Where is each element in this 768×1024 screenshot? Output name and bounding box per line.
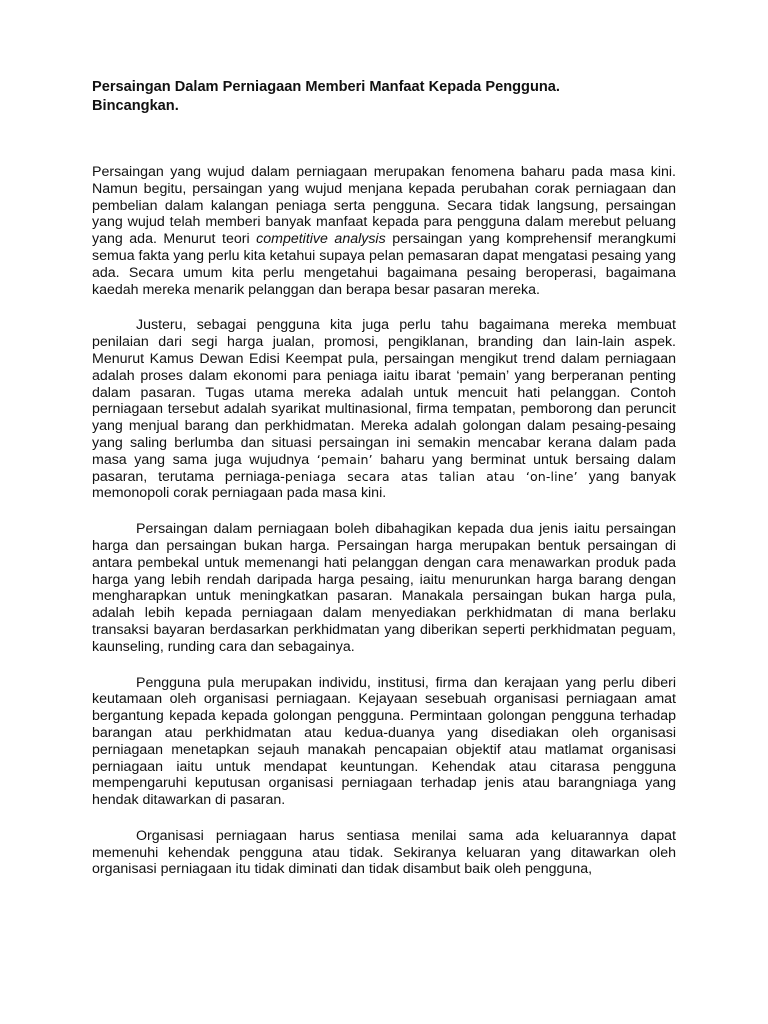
- document-title: [92, 78, 676, 116]
- paragraph-1-text-b: persaingan yang komprehensif merangkumi semua fakta yang perlu kita ketahui supaya pelan pemasaran dapat mengatasi pesaing yang ada. Secara umum kita perlu mengetahui bagaimana pesaing beroperasi, bagaimana kaedah mereka menarik pelanggan dan berapa besar pasaran mereka.: [92, 231, 676, 298]
- paragraph-2-quoted-pemain: ‘pemain’: [316, 451, 373, 467]
- paragraph-1-text-a: Persaingan yang wujud dalam perniagaan merupakan fenomena baharu pada masa kini. Namun begitu, persaingan yang wujud menjana kepada perubahan corak perniagaan dan pembelian dalam kalangan peniaga serta pengguna. Secara tidak langsung, persaingan yang wujud telah memberi banyak manfaat kepada para pengguna dalam merebut peluang yang ada. Menurut teori: [92, 164, 676, 248]
- paragraph-2-text-b: baharu yang berminat untuk bersaing dalam pasaran, terutama perniaga-: [92, 451, 676, 485]
- paragraph-1: [92, 164, 676, 298]
- paragraph-5: Organisasi perniagaan harus sentiasa menilai sama ada keluarannya dapat memenuhi kehendak pengguna atau tidak. Sekiranya keluaran yang ditawarkan oleh organisasi perniagaan itu tidak diminati dan tidak disambut baik oleh pengguna,: [92, 827, 676, 878]
- paragraph-2-text-a: Justeru, sebagai pengguna kita juga perlu tahu bagaimana mereka membuat penilaian dari segi harga jualan, promosi, pengiklanan, branding dan lain-lain aspek. Menurut Kamus Dewan Edisi Keempat pula, persaingan mengikut trend dalam perniagaan adalah proses dalam ekonomi para peniaga iaitu ibarat ‘pemain’ yang berperanan penting dalam pasaran. Tugas utama mereka adalah untuk mencuit hati pelanggan. Contoh perniagaan tersebut adalah syarikat multinasional, firma tempatan, pemborong dan peruncit yang menjual barang dan perkhidmatan. Mereka adalah golongan dalam pesaing-pesaing yang saling berlumba dan situasi persaingan ini semakin mencabar kerana dalam pada masa yang sama juga wujudnya: [92, 317, 676, 468]
- title-line-1: Persaingan Dalam Perniagaan Memberi Manfaat Kepada Pengguna.: [92, 79, 560, 95]
- paragraph-4: Pengguna pula merupakan individu, institusi, firma dan kerajaan yang perlu diberi keutamaan oleh organisasi perniagaan. Kejayaan sesebuah organisasi perniagaan amat bergantung kepada kepada golongan pengguna. Permintaan golongan pengguna terhadap barangan atau perkhidmatan atau kedua-duanya yang disediakan oleh organisasi perniagaan menetapkan sejauh manakah pencapaian objektif atau matlamat organisasi perniagaan iaitu untuk mendapat keuntungan. Kehendak atau citarasa pengguna mempengaruhi keputusan organisasi perniagaan terhadap jenis atau barangniaga yang hendak ditawarkan di pasaran.: [92, 674, 676, 809]
- paragraph-2: [92, 317, 676, 502]
- paragraph-1-italic-term: competitive analysis: [256, 231, 386, 248]
- paragraph-2-alt-font-text: peniaga secara atas talian atau ‘on-line’: [284, 468, 578, 484]
- paragraph-3: Persaingan dalam perniagaan boleh dibahagikan kepada dua jenis iaitu persaingan harga dan persaingan bukan harga. Persaingan harga merupakan bentuk persaingan di antara pembekal untuk memenangi hati pelanggan dengan cara menawarkan produk pada harga yang lebih rendah daripada harga pesaing, iaitu menurunkan harga barang dengan mengharapkan untuk meningkatkan pasaran. Manakala persaingan bukan harga pula, adalah lebih kepada perniagaan dalam menyediakan perkhidmatan di mana berlaku transaksi bayaran berdasarkan perkhidmatan yang diberikan seperti perkhidmatan peguam, kaunseling, runding cara dan sebagainya.: [92, 521, 676, 655]
- paragraph-2-text-c: yang banyak memonopoli corak perniagaan pada masa kini.: [92, 468, 676, 502]
- title-line-2: Bincangkan.: [92, 98, 179, 114]
